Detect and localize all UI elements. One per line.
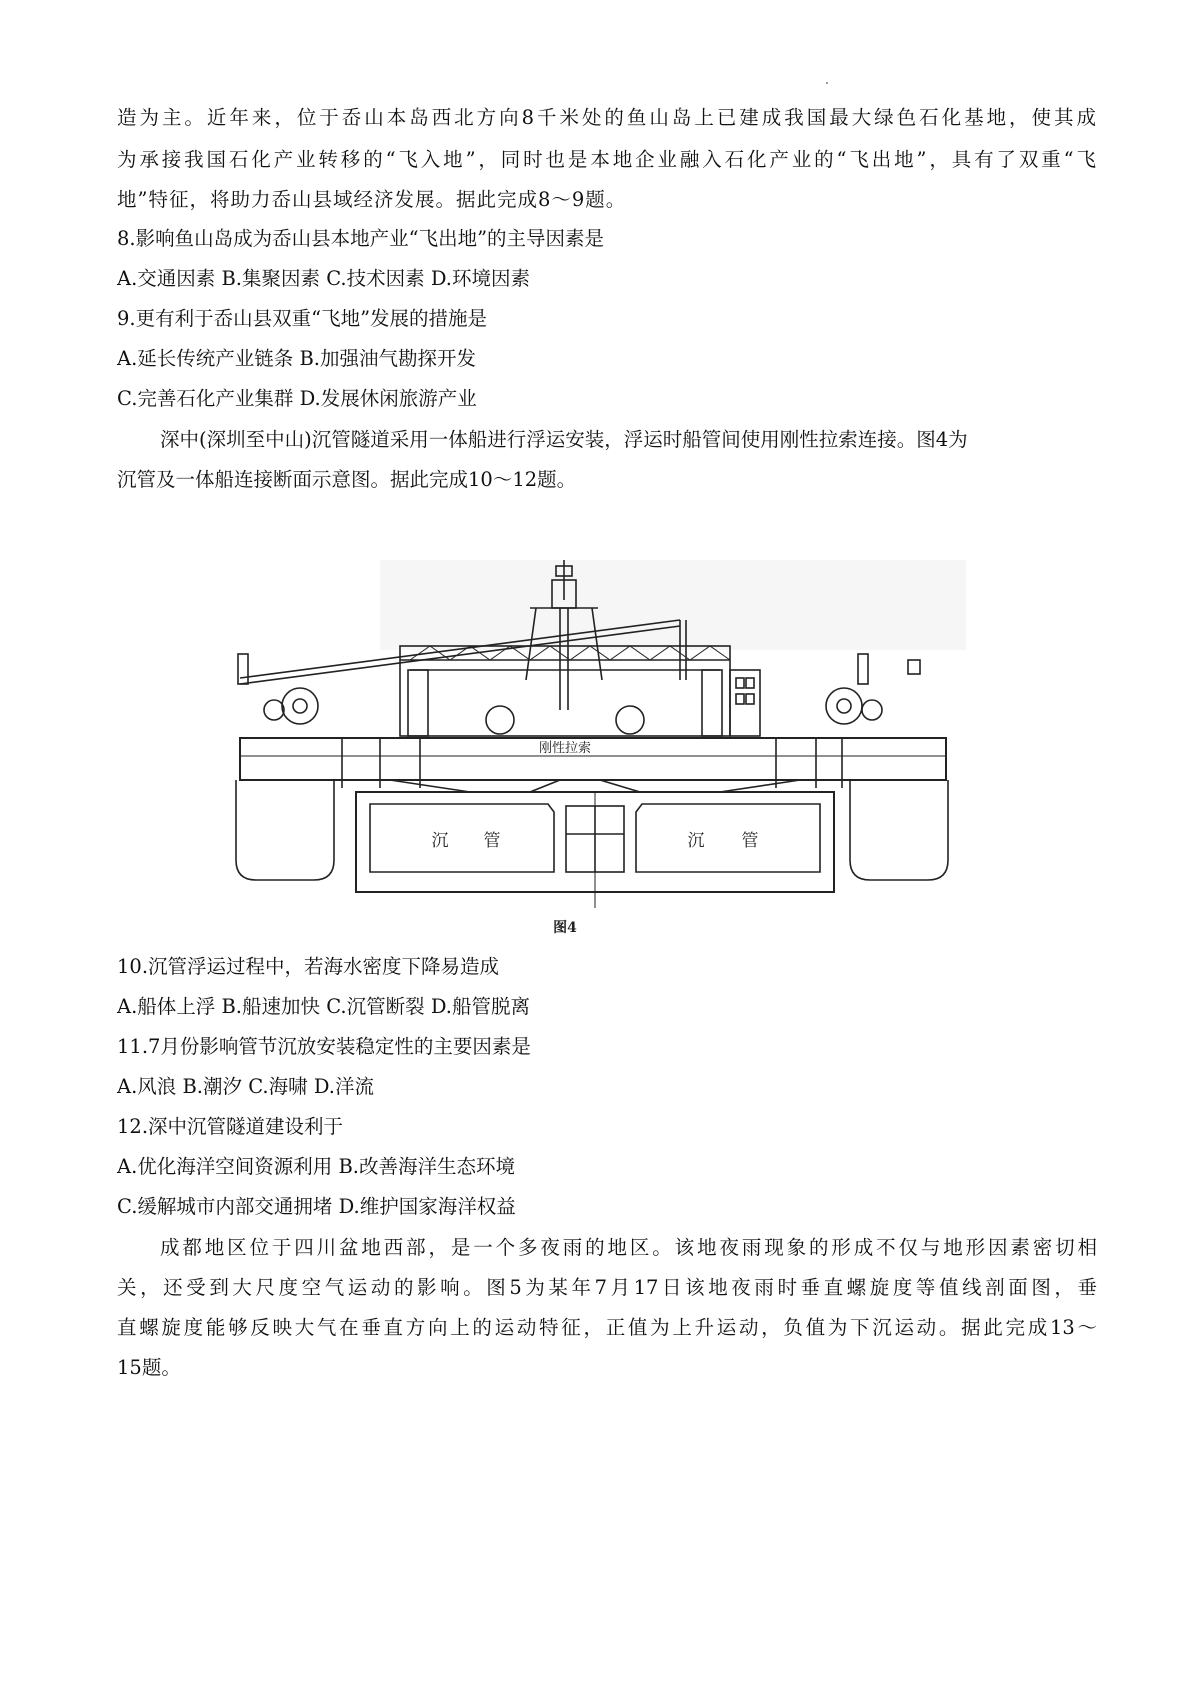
question-9-options-line-2: C.完善石化产业集群 D.发展休闲旅游产业 <box>117 387 477 410</box>
left-leg <box>408 670 428 736</box>
scan-speck <box>826 82 828 84</box>
right-pontoon <box>850 780 948 880</box>
question-12-options-line-2: C.缓解城市内部交通拥堵 D.维护国家海洋权益 <box>117 1195 516 1218</box>
winch-left <box>486 706 514 734</box>
cabin-window-1 <box>736 678 744 688</box>
question-9-options-line-1: A.延长传统产业链条 B.加强油气勘探开发 <box>117 347 477 370</box>
tube-left-char-1: 沉 <box>431 831 449 851</box>
tube-right-char-1: 沉 <box>687 831 705 851</box>
passage-ninghai-line-2: 为承接我国石化产业转移的“飞入地”，同时也是本地企业融入石化产业的“飞出地”，具有了双重“飞 <box>117 148 1097 171</box>
cabin-window-2 <box>746 678 754 688</box>
tube-left-bore <box>370 804 554 872</box>
right-sheave <box>862 700 882 720</box>
tube-right-char-2: 管 <box>741 831 759 851</box>
slings-inner <box>530 780 640 792</box>
cabin-window-4 <box>746 694 754 704</box>
question-8-options: A.交通因素 B.集聚因素 C.技术因素 D.环境因素 <box>117 267 530 290</box>
slings-outer <box>390 780 800 792</box>
question-10-stem: 10.沉管浮运过程中，若海水密度下降易造成 <box>117 955 500 978</box>
figure-4-svg <box>230 560 966 940</box>
question-12-stem: 12.深中沉管隧道建设利于 <box>117 1115 344 1138</box>
right-outrigger-winch-hub <box>837 699 851 713</box>
passage-tunnel-line-1: 深中(深圳至中山)沉管隧道采用一体船进行浮运安装，浮运时船管间使用刚性拉索连接。图4为 <box>160 428 968 451</box>
cabin-window-3 <box>736 694 744 704</box>
question-9-stem: 9.更有利于岙山县双重“飞地”发展的措施是 <box>117 307 488 330</box>
right-bollard <box>858 654 868 684</box>
passage-chengdu-line-3: 直螺旋度能够反映大气在垂直方向上的运动特征，正值为上升运动，负值为下沉运动。据此完成13～ <box>117 1316 1097 1339</box>
passage-ninghai-line-3: 地”特征，将助力岙山县域经济发展。据此完成8～9题。 <box>117 188 627 211</box>
right-outrigger-winch <box>826 688 862 724</box>
question-11-stem: 11.7月份影响管节沉放安装稳定性的主要因素是 <box>117 1035 531 1058</box>
figure-4-caption: 图4 <box>553 920 577 936</box>
right-bollard-cap <box>908 660 920 674</box>
rigid-cable-label: 刚性拉索 <box>538 741 592 756</box>
question-8-stem: 8.影响鱼山岛成为岙山县本地产业“飞出地”的主导因素是 <box>117 227 605 250</box>
tube-left-char-2: 管 <box>483 831 501 851</box>
left-bollard <box>238 654 248 684</box>
scan-shadow <box>380 560 966 650</box>
left-sheave <box>264 700 284 720</box>
passage-tunnel-line-2: 沉管及一体船连接断面示意图。据此完成10～12题。 <box>117 468 577 491</box>
question-10-options: A.船体上浮 B.船速加快 C.沉管断裂 D.船管脱离 <box>117 995 530 1018</box>
winch-right <box>616 706 644 734</box>
passage-chengdu-line-4: 15题。 <box>117 1356 181 1379</box>
passage-ninghai-line-1: 造为主。近年来，位于岙山本岛西北方向8千米处的鱼山岛上已建成我国最大绿色石化基地，使其成 <box>117 106 1097 129</box>
figure-4-immersed-tube-diagram <box>230 560 966 940</box>
question-12-options-line-1: A.优化海洋空间资源利用 B.改善海洋生态环境 <box>117 1155 516 1178</box>
left-outrigger-winch-hub <box>293 699 307 713</box>
left-outrigger-winch <box>282 688 318 724</box>
passage-chengdu-line-2: 关，还受到大尺度空气运动的影响。图5为某年7月17日该地夜雨时垂直螺旋度等值线剖面图，垂 <box>117 1276 1097 1299</box>
right-cabin <box>730 670 760 736</box>
left-pontoon <box>236 780 334 880</box>
question-11-options: A.风浪 B.潮汐 C.海啸 D.洋流 <box>117 1075 374 1098</box>
tube-right-bore <box>636 804 820 872</box>
right-leg <box>702 670 722 736</box>
passage-chengdu-line-1: 成都地区位于四川盆地西部，是一个多夜雨的地区。该地夜雨现象的形成不仅与地形因素密切相 <box>160 1236 1097 1259</box>
main-deck <box>240 738 946 780</box>
